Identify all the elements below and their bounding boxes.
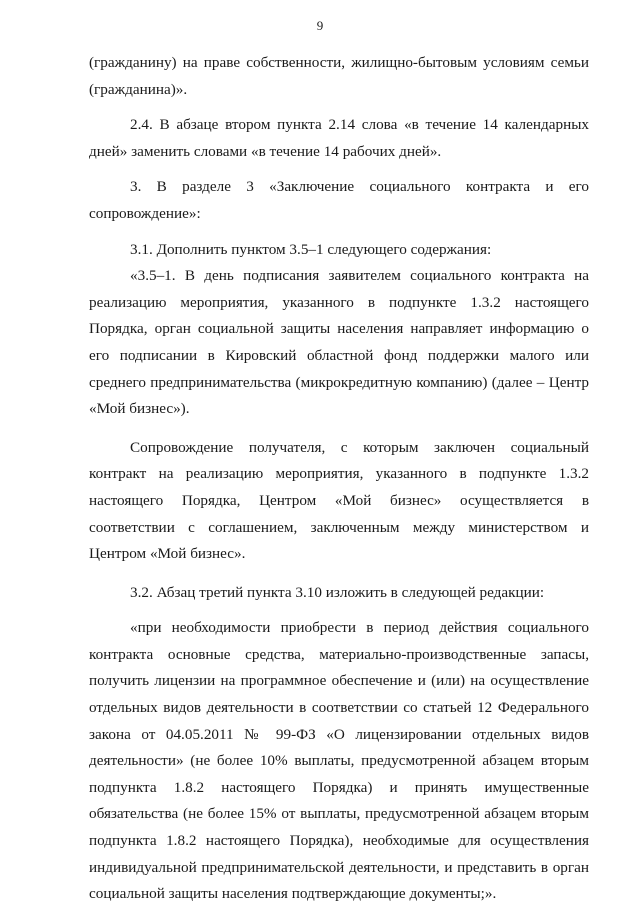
paragraph-3-2: 3.2. Абзац третий пункта 3.10 изложить в следующей редакции: (130, 583, 545, 601)
paragraph-3-5-1-quote: «3.5–1. В день подписания заявителем социального контракта на реализацию мероприятия, указанного в подпункте 1.3.2 настоящего Порядка, орган социальной защиты населения направляет информацию о его подписании в Кировский областной фонд поддержки малого или среднего предпринимательства (микрокредитную компанию) (далее – Центр «Мой бизнес»). (89, 267, 589, 418)
paragraph-2-4: 2.4. В абзаце втором пункта 2.14 слова «в течение 14 календарных дней» заменить словами «в течение 14 рабочих дней». (89, 116, 589, 160)
paragraph-3: 3. В разделе 3 «Заключение социального контракта и его сопровождение»: (89, 178, 589, 222)
paragraph-3-1: 3.1. Дополнить пунктом 3.5–1 следующего содержания: (130, 240, 492, 258)
page-number: 9 (316, 18, 324, 33)
paragraph-continuation: (гражданину) на праве собственности, жилищно-бытовым условиям семьи (гражданина)». (89, 54, 589, 98)
document-body (89, 50, 589, 908)
paragraph-3-10-quote: «при необходимости приобрести в период действия социального контракта основные средства, материально-производственные запасы, получить лицензии на программное обеспечение и (или) на осуществление отдельных видов деятельности в соответствии со статьей 12 Федерального закона от 04.05.2011 № 99-ФЗ «О лицензировании отдельных видов деятельности» (не более 10% выплаты, предусмотренной абзацем вторым подпункта 1.8.2 настоящего Порядка) и принять имущественные обязательства (не более 15% от выплаты, предусмотренной абзацем вторым подпункта 1.8.2 настоящего Порядка), необходимые для осуществления индивидуальной предпринимательской деятельности, и представить в орган социальной защиты населения подтверждающие документы;». (89, 619, 589, 903)
paragraph-support: Сопровождение получателя, с которым заключен социальный контракт на реализацию мероприятия, указанного в подпункте 1.3.2 настоящего Порядка, Центром «Мой бизнес» осуществляется в соответствии с соглашением, заключенным между министерством и Центром «Мой бизнес». (89, 438, 589, 563)
